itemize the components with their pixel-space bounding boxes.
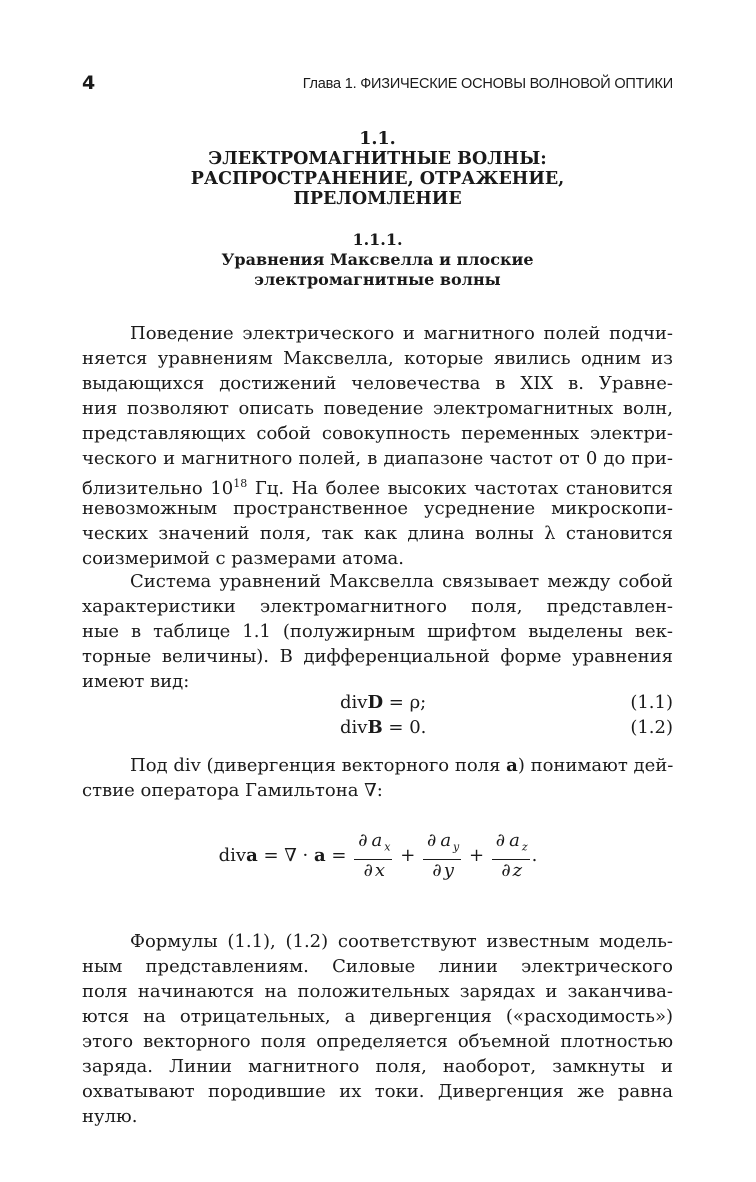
text-segment: характеристики электромагнитного поля, представлен-: [82, 596, 673, 617]
text-segment: имеют вид:: [82, 671, 190, 692]
f-div: div: [218, 844, 247, 866]
text-line: [82, 779, 673, 803]
running-head: Глава 1. ФИЗИЧЕСКИЕ ОСНОВЫ ВОЛНОВОЙ ОПТИКИ: [302, 76, 673, 92]
section-number: 1.1.: [359, 129, 396, 149]
partial: ∂: [363, 859, 373, 881]
partial-fraction: [492, 830, 530, 882]
text-segment: торные величины). В дифференциальной форме уравнения: [82, 646, 673, 667]
text-line: [82, 1105, 673, 1129]
partial-fraction: [423, 830, 461, 882]
f-a-comp: a: [440, 830, 452, 851]
partial: ∂: [358, 830, 368, 851]
text-segment: этого векторного поля определяется объемной плотностью: [82, 1031, 673, 1052]
text-segment: ) понимают дей-: [517, 755, 674, 776]
bold-vector: a: [506, 755, 518, 776]
section-title-line: ПРЕЛОМЛЕНИЕ: [293, 189, 462, 209]
f-var: x: [374, 859, 386, 881]
text-line: [82, 645, 673, 669]
f-sub: y: [453, 840, 460, 854]
eq-vector: D: [367, 692, 384, 713]
text-line: [82, 1030, 673, 1054]
text-segment: охватывают породившие их токи. Дивергенция же равна: [82, 1081, 673, 1102]
text-line: [130, 930, 673, 954]
text-line: [130, 754, 673, 778]
text-segment: Поведение электрического и магнитного полей подчи-: [130, 323, 673, 344]
f-sub: x: [384, 840, 391, 854]
text-line: [82, 620, 673, 644]
text-line: [130, 570, 673, 594]
text-segment: поля начинаются на положительных зарядах и заканчива-: [82, 981, 673, 1002]
equation-number: (1.1): [630, 692, 673, 713]
text-line: [82, 1080, 673, 1104]
subsection-title-line: электромагнитные волны: [254, 270, 501, 289]
text-segment: соизмеримой с размерами атома.: [82, 548, 404, 569]
text-line: [82, 497, 673, 521]
f-sub: z: [521, 840, 528, 854]
text-segment: няется уравнениям Максвелла, которые явились одним из: [82, 348, 673, 369]
text-line: [82, 447, 673, 471]
eq-op: div: [340, 717, 368, 738]
text-segment: заряда. Линии магнитного поля, наоборот, замкнуты и: [82, 1056, 673, 1077]
text-line: [82, 595, 673, 619]
text-line: [82, 547, 673, 571]
eq-vector: B: [367, 717, 383, 738]
section-title-line: РАСПРОСТРАНЕНИЕ, ОТРАЖЕНИЕ,: [190, 169, 565, 189]
eq-rhs: = ρ;: [383, 692, 427, 713]
text-line: [82, 522, 673, 546]
f-var: z: [512, 859, 523, 881]
text-line: [82, 347, 673, 371]
equation-number: (1.2): [630, 717, 673, 738]
text-line: [130, 322, 673, 346]
section-title-line: ЭЛЕКТРОМАГНИТНЫЕ ВОЛНЫ:: [208, 149, 547, 169]
text-segment: близительно 10: [82, 478, 234, 499]
f-a-comp: a: [371, 830, 383, 851]
text-line: [82, 980, 673, 1004]
text-line: [82, 1055, 673, 1079]
f-a: a: [246, 844, 258, 866]
text-line: [82, 422, 673, 446]
text-segment: Гц. На более высоких частотах становится: [247, 478, 673, 499]
f-nabla: = ∇ ·: [257, 844, 314, 866]
text-line: [82, 1005, 673, 1029]
text-segment: Формулы (1.1), (1.2) соответствуют известным модель-: [130, 931, 673, 952]
text-segment: ческого и магнитного полей, в диапазоне частот от 0 до при-: [82, 448, 673, 469]
text-line: [82, 955, 673, 979]
text-segment: ются на отрицательных, а дивергенция («расходимость»): [82, 1006, 673, 1027]
f-plus: +: [394, 844, 421, 866]
divergence-formula: [0, 830, 756, 882]
f-a-comp: a: [509, 830, 520, 851]
page-number: 4: [82, 72, 96, 94]
f-eq: =: [325, 844, 353, 866]
superscript: 18: [233, 477, 248, 490]
text-segment: Система уравнений Максвелла связывает между собой: [130, 571, 673, 592]
text-segment: ческих значений поля, так как длина волны λ становится: [82, 523, 673, 544]
text-segment: Под div (дивергенция векторного поля: [130, 755, 507, 776]
subsection-title-line: Уравнения Максвелла и плоские: [221, 250, 534, 269]
text-segment: представляющих собой совокупность переменных электри-: [82, 423, 673, 444]
partial: ∂: [427, 830, 437, 851]
f-plus: +: [463, 844, 490, 866]
text-line: [82, 397, 673, 421]
text-segment: ным представлениям. Силовые линии электрического: [82, 956, 673, 977]
partial: ∂: [501, 859, 511, 881]
f-a: a: [314, 844, 326, 866]
partial: ∂: [495, 830, 506, 851]
text-segment: выдающихся достижений человечества в XIX в. Уравне-: [82, 373, 673, 394]
text-line: [82, 372, 673, 396]
subsection-number: 1.1.1.: [352, 230, 403, 249]
text-segment: невозможным пространственное усреднение микроскопи-: [82, 498, 673, 519]
text-segment: ствие оператора Гамильтона ∇:: [82, 780, 383, 801]
eq-op: div: [340, 692, 368, 713]
partial-fraction: [354, 830, 392, 882]
text-segment: ные в таблице 1.1 (полужирным шрифтом выделены век-: [82, 621, 673, 642]
text-segment: ния позволяют описать поведение электромагнитных волн,: [82, 398, 673, 419]
text-segment: нулю.: [82, 1106, 138, 1127]
f-var: y: [443, 859, 454, 881]
f-end: .: [531, 844, 538, 866]
partial: ∂: [432, 859, 442, 881]
eq-rhs: = 0.: [382, 717, 427, 738]
